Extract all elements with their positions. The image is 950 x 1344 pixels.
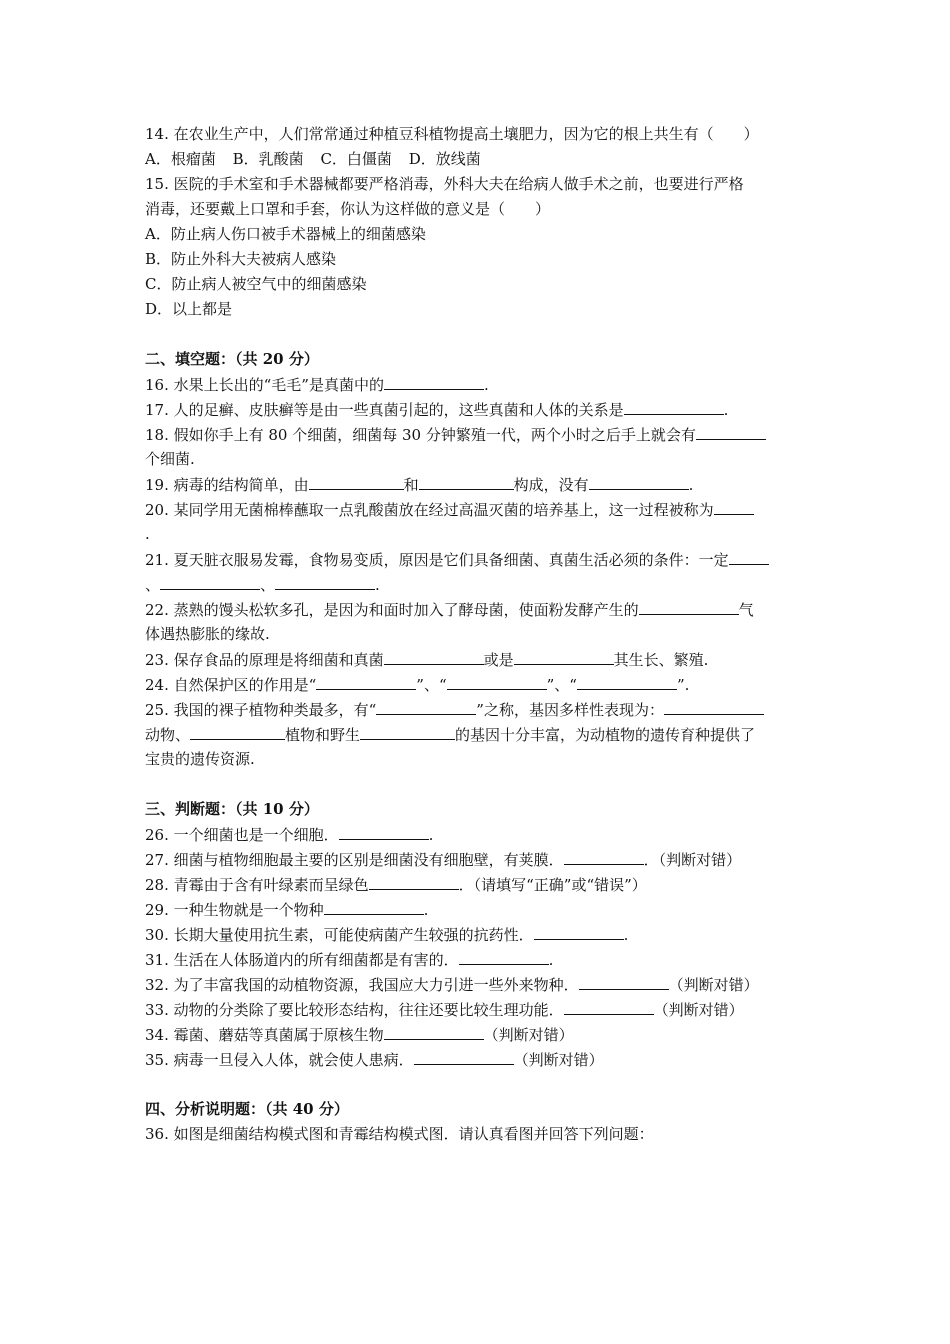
question-15-option-a: A．防止病人伤口被手术器械上的细菌感染 <box>145 225 426 243</box>
option-b: B．乳酸菌 <box>232 150 304 168</box>
question-25-line3: 宝贵的遗传资源. <box>145 750 255 768</box>
answer-blank[interactable] <box>190 722 285 740</box>
question-26: 26. 一个细菌也是一个细胞． . <box>145 822 810 847</box>
answer-blank[interactable] <box>316 672 416 690</box>
answer-blank[interactable] <box>384 647 484 665</box>
answer-blank[interactable] <box>360 722 455 740</box>
answer-blank[interactable] <box>564 847 644 865</box>
answer-blank[interactable] <box>339 822 429 840</box>
answer-blank[interactable] <box>564 997 654 1015</box>
question-15-option-b: B．防止外科大夫被病人感染 <box>145 250 337 268</box>
question-16: 16. 水果上长出的“毛毛”是真菌中的 . <box>145 372 810 397</box>
answer-blank[interactable] <box>459 947 549 965</box>
answer-blank[interactable] <box>664 697 764 715</box>
answer-blank[interactable] <box>376 697 476 715</box>
question-24: 24. 自然保护区的作用是“ ”、“ ”、“ ”. <box>145 672 810 697</box>
answer-blank[interactable] <box>309 472 404 490</box>
answer-blank[interactable] <box>534 922 624 940</box>
exam-content <box>145 122 810 1147</box>
question-21-line2: 、 、 . <box>145 572 810 597</box>
question-27: 27. 细菌与植物细胞最主要的区别是细菌没有细胞壁，有荚膜． ．（判断对错） <box>145 847 810 872</box>
question-32: 32. 为了丰富我国的动植物资源，我国应大力引进一些外来物种． （判断对错） <box>145 972 810 997</box>
question-22-line2: 体遇热膨胀的缘故. <box>145 625 270 643</box>
option-c: C．白僵菌 <box>320 150 392 168</box>
answer-blank[interactable] <box>384 372 484 390</box>
answer-blank[interactable] <box>714 497 754 515</box>
question-14-stem: 14. 在农业生产中，人们常常通过种植豆科植物提高土壤肥力，因为它的根上共生有（ ） <box>145 125 759 143</box>
section-2-heading: 二、填空题：（共 20 分） <box>145 350 319 368</box>
question-29: 29. 一种生物就是一个物种 . <box>145 897 810 922</box>
option-a: A．根瘤菌 <box>145 150 216 168</box>
answer-blank[interactable] <box>579 972 669 990</box>
answer-blank[interactable] <box>419 472 514 490</box>
question-15-stem-line2: 消毒，还要戴上口罩和手套，你认为这样做的意义是（ ） <box>145 200 551 218</box>
question-30: 30. 长期大量使用抗生素，可能使病菌产生较强的抗药性． . <box>145 922 810 947</box>
question-18-line1: 18. 假如你手上有 80 个细菌，细菌每 30 分钟繁殖一代，两个小时之后手上就会有 <box>145 422 810 447</box>
question-17: 17. 人的足癣、皮肤癣等是由一些真菌引起的，这些真菌和人体的关系是 . <box>145 397 810 422</box>
question-22-line1: 22. 蒸熟的馒头松软多孔，是因为和面时加入了酵母菌，使面粉发酵产生的 气 <box>145 597 810 622</box>
question-34: 34. 霉菌、蘑菇等真菌属于原核生物 （判断对错） <box>145 1022 810 1047</box>
answer-blank[interactable] <box>589 472 689 490</box>
answer-blank[interactable] <box>384 1022 484 1040</box>
answer-blank[interactable] <box>624 397 724 415</box>
question-19: 19. 病毒的结构简单，由 和 构成，没有 . <box>145 472 810 497</box>
section-4-heading: 四、分析说明题：（共 40 分） <box>145 1100 349 1118</box>
question-33: 33. 动物的分类除了要比较形态结构，往往还要比较生理功能． （判断对错） <box>145 997 810 1022</box>
question-23: 23. 保存食品的原理是将细菌和真菌 或是 其生长、繁殖. <box>145 647 810 672</box>
question-15-stem-line1: 15. 医院的手术室和手术器械都要严格消毒，外科大夫在给病人做手术之前，也要进行严格 <box>145 175 744 193</box>
answer-blank[interactable] <box>639 597 739 615</box>
question-35: 35. 病毒一旦侵入人体，就会使人患病． （判断对错） <box>145 1047 810 1072</box>
answer-blank[interactable] <box>447 672 547 690</box>
question-36: 36. 如图是细菌结构模式图和青霉结构模式图．请认真看图并回答下列问题： <box>145 1125 654 1143</box>
section-3-heading: 三、判断题：（共 10 分） <box>145 800 319 818</box>
answer-blank[interactable] <box>369 872 459 890</box>
question-28: 28. 青霉由于含有叶绿素而呈绿色 ．（请填写“正确”或“错误”） <box>145 872 810 897</box>
answer-blank[interactable] <box>696 422 766 440</box>
answer-blank[interactable] <box>514 647 614 665</box>
question-20-line1: 20. 某同学用无菌棉棒蘸取一点乳酸菌放在经过高温灭菌的培养基上，这一过程被称为 <box>145 497 810 522</box>
question-20-line2: . <box>145 525 150 543</box>
question-25-line1: 25. 我国的裸子植物种类最多，有“ ”之称，基因多样性表现为： <box>145 697 810 722</box>
question-14-options <box>145 147 810 172</box>
option-d: D．放线菌 <box>408 150 481 168</box>
answer-blank[interactable] <box>729 547 769 565</box>
question-31: 31. 生活在人体肠道内的所有细菌都是有害的． . <box>145 947 810 972</box>
answer-blank[interactable] <box>577 672 677 690</box>
question-18-line2: 个细菌. <box>145 450 195 468</box>
question-21-line1: 21. 夏天脏衣服易发霉，食物易变质，原因是它们具备细菌、真菌生活必须的条件：一定 <box>145 547 810 572</box>
answer-blank[interactable] <box>275 572 375 590</box>
question-25-line2: 动物、 植物和野生 的基因十分丰富，为动植物的遗传育种提供了 <box>145 722 810 747</box>
question-15-option-c: C．防止病人被空气中的细菌感染 <box>145 275 367 293</box>
question-15-option-d: D．以上都是 <box>145 300 233 318</box>
answer-blank[interactable] <box>324 897 424 915</box>
answer-blank[interactable] <box>414 1047 514 1065</box>
answer-blank[interactable] <box>160 572 260 590</box>
